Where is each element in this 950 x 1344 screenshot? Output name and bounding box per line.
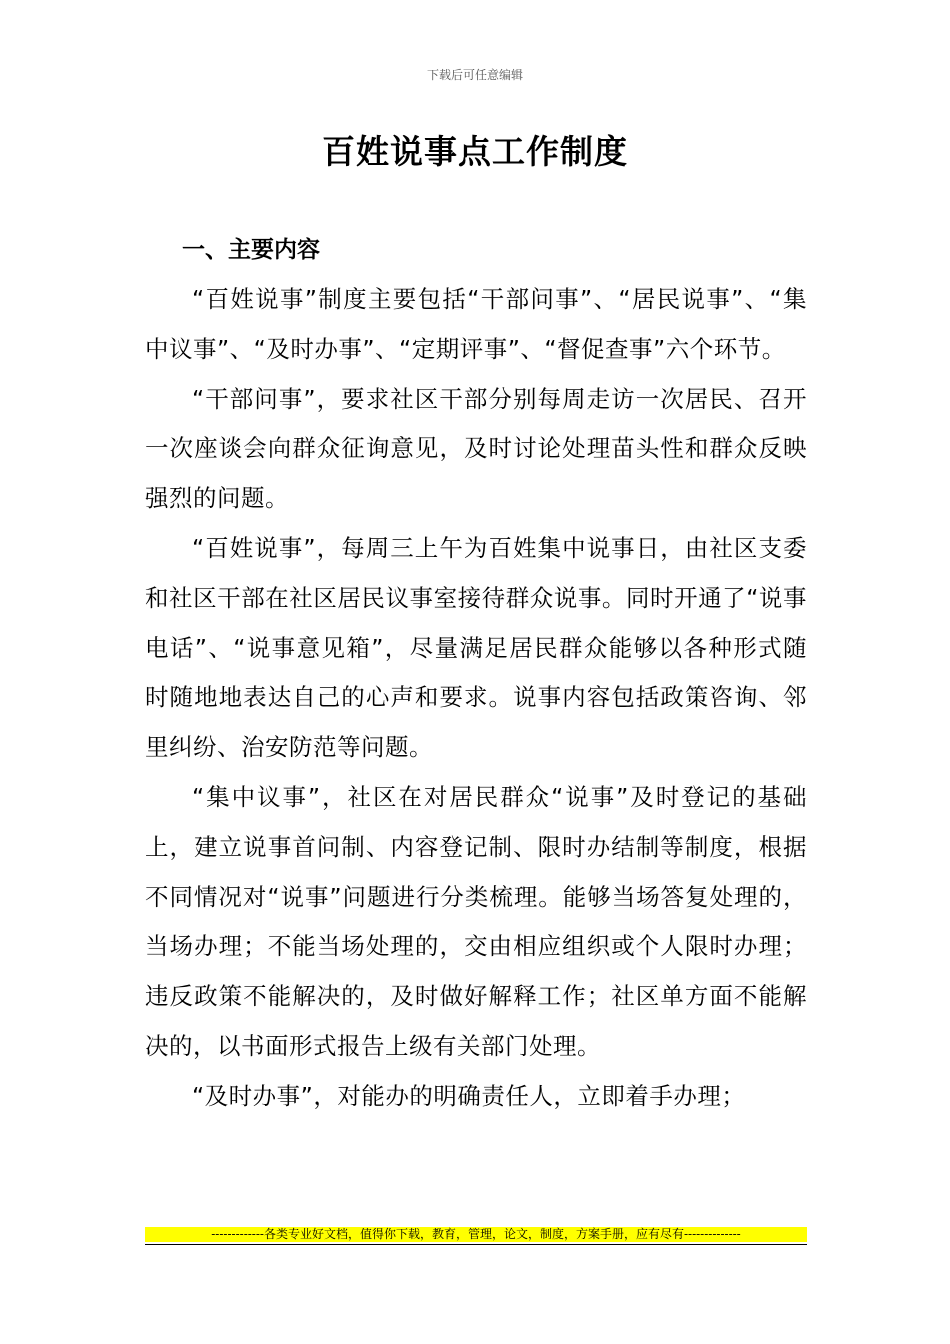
paragraph-cadre-inquiry: “干部问事”，要求社区干部分别每周走访一次居民、召开一次座谈会向群众征询意见，及时讨论处理苗头性和群众反映强烈的问题。 <box>145 384 807 513</box>
paragraph-citizen-speak: “百姓说事”，每周三上午为百姓集中说事日，由社区支委和社区干部在社区居民议事室接待群众说事。同时开通了“说事电话”、“说事意见箱”，尽量满足居民群众能够以各种形式随时随地地表达自己的心声和要求。说事内容包括政策咨询、邻里纠纷、治安防范等问题。 <box>145 533 807 762</box>
footer-divider <box>145 1244 807 1245</box>
paragraph-timely-handling: “及时办事”，对能办的明确责任人，立即着手办理； <box>192 1081 746 1110</box>
footer-banner: -------------各类专业好文档，值得你下载，教育，管理，论文，制度，方案手册，应有尽有-------------- <box>145 1227 807 1242</box>
header-note: 下载后可任意编辑 <box>426 68 523 82</box>
paragraph-overview: “百姓说事”制度主要包括“干部问事”、“居民说事”、“集中议事”、“及时办事”、“定期评事”、“督促查事”六个环节。 <box>145 285 807 363</box>
document-body <box>145 225 807 1122</box>
paragraph-collective-discussion: “集中议事”，社区在对居民群众“说事”及时登记的基础上，建立说事首问制、内容登记制、限时办结制等制度，根据不同情况对“说事”问题进行分类梳理。能够当场答复处理的，当场办理；不能当场处理的，交由相应组织或个人限时办理；违反政策不能解决的，及时做好解释工作；社区单方面不能解决的，以书面形式报告上级有关部门处理。 <box>145 782 807 1060</box>
document-title: 百姓说事点工作制度 <box>322 132 628 171</box>
section-heading: 一、主要内容 <box>182 237 320 263</box>
